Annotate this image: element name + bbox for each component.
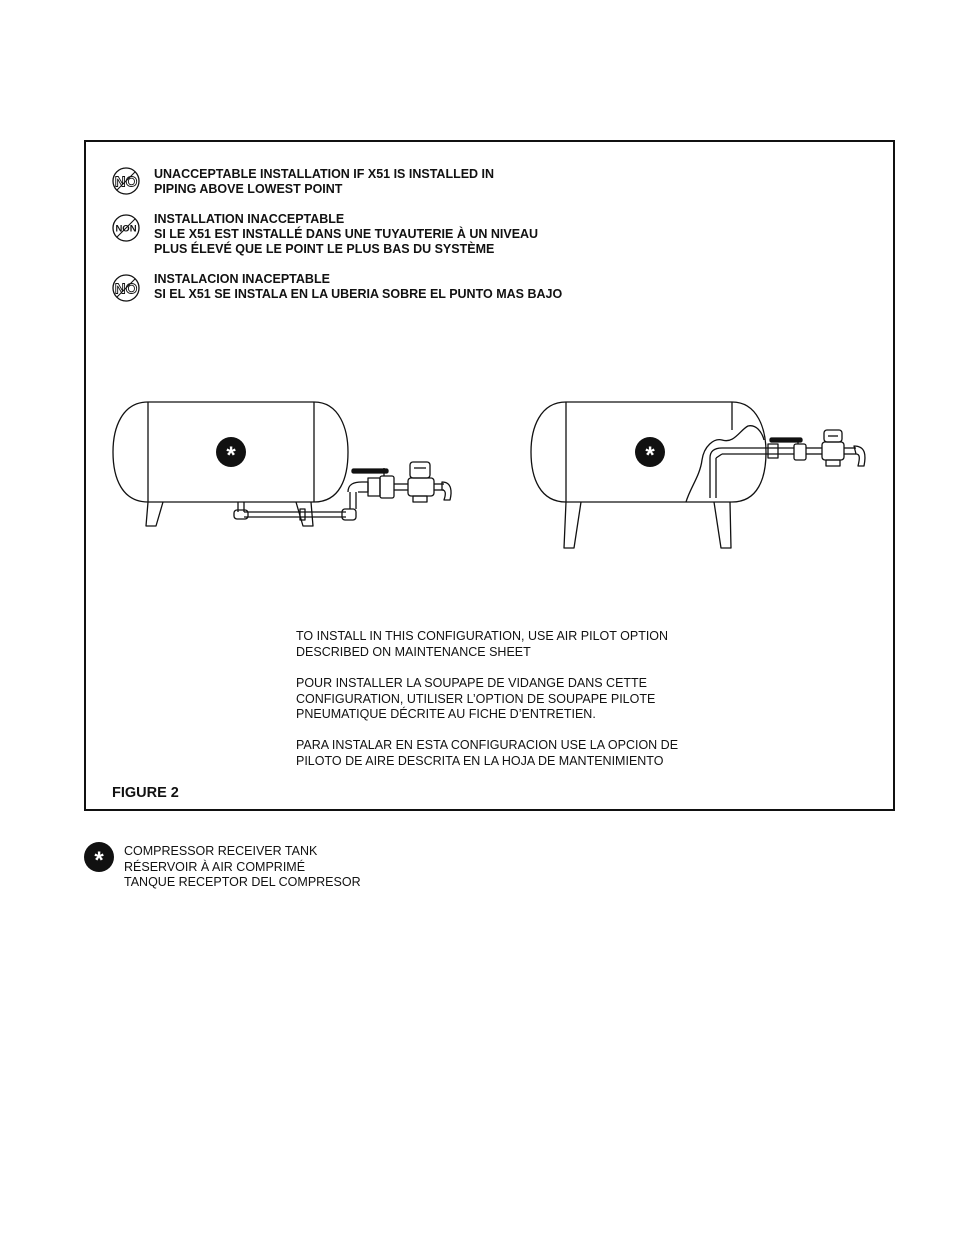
legend-line: RÉSERVOIR À AIR COMPRIMÉ <box>124 859 306 874</box>
badge-text: NON <box>115 223 137 235</box>
note-line: PNEUMATIQUE DÉCRITE AU FICHE D’ENTRETIEN. <box>296 707 596 721</box>
note-line: CONFIGURATION, UTILISER L’OPTION DE SOUPAPE PILOTE <box>296 691 656 706</box>
badge-text: NO <box>114 173 138 191</box>
note-line: POUR INSTALLER LA SOUPAPE DE VIDANGE DANS CETTE <box>296 676 648 690</box>
right-tank <box>531 402 865 548</box>
legend <box>124 844 361 891</box>
note-spanish <box>296 738 678 769</box>
note-french <box>296 676 655 723</box>
tank-symbol-left: * <box>226 442 236 469</box>
warning-line: INSTALACION INACEPTABLE <box>154 272 330 286</box>
legend-symbol: * <box>94 847 104 872</box>
warning-line: INSTALLATION INACCEPTABLE <box>154 212 345 226</box>
tank-symbol-right: * <box>645 442 655 469</box>
warning-line: PLUS ÉLEVÉ QUE LE POINT LE PLUS BAS DU SYSTÈME <box>154 242 495 256</box>
warning-line: UNACCEPTABLE INSTALLATION IF X51 IS INSTALLED IN <box>154 167 495 181</box>
badge-text: NO <box>114 280 138 298</box>
note-line: DESCRIBED ON MAINTENANCE SHEET <box>296 644 531 659</box>
note-line: TO INSTALL IN THIS CONFIGURATION, USE AIR PILOT OPTION <box>296 629 669 643</box>
legend-line: TANQUE RECEPTOR DEL COMPRESOR <box>124 875 361 889</box>
note-line: PILOTO DE AIRE DESCRITA EN LA HOJA DE MANTENIMIENTO <box>296 753 664 768</box>
warning-line: PIPING ABOVE LOWEST POINT <box>154 182 343 196</box>
note-line: PARA INSTALAR EN ESTA CONFIGURACION USE LA OPCION DE <box>296 738 679 752</box>
warning-line: SI LE X51 EST INSTALLÉ DANS UNE TUYAUTERIE À UN NIVEAU <box>154 227 539 241</box>
legend-line: COMPRESSOR RECEIVER TANK <box>124 844 318 858</box>
warning-line: SI EL X51 SE INSTALA EN LA UBERIA SOBRE EL PUNTO MAS BAJO <box>154 287 563 301</box>
left-tank <box>113 402 451 526</box>
asterisk-icon <box>84 842 114 872</box>
figure-label: FIGURE 2 <box>112 785 179 801</box>
note-english <box>296 629 668 660</box>
